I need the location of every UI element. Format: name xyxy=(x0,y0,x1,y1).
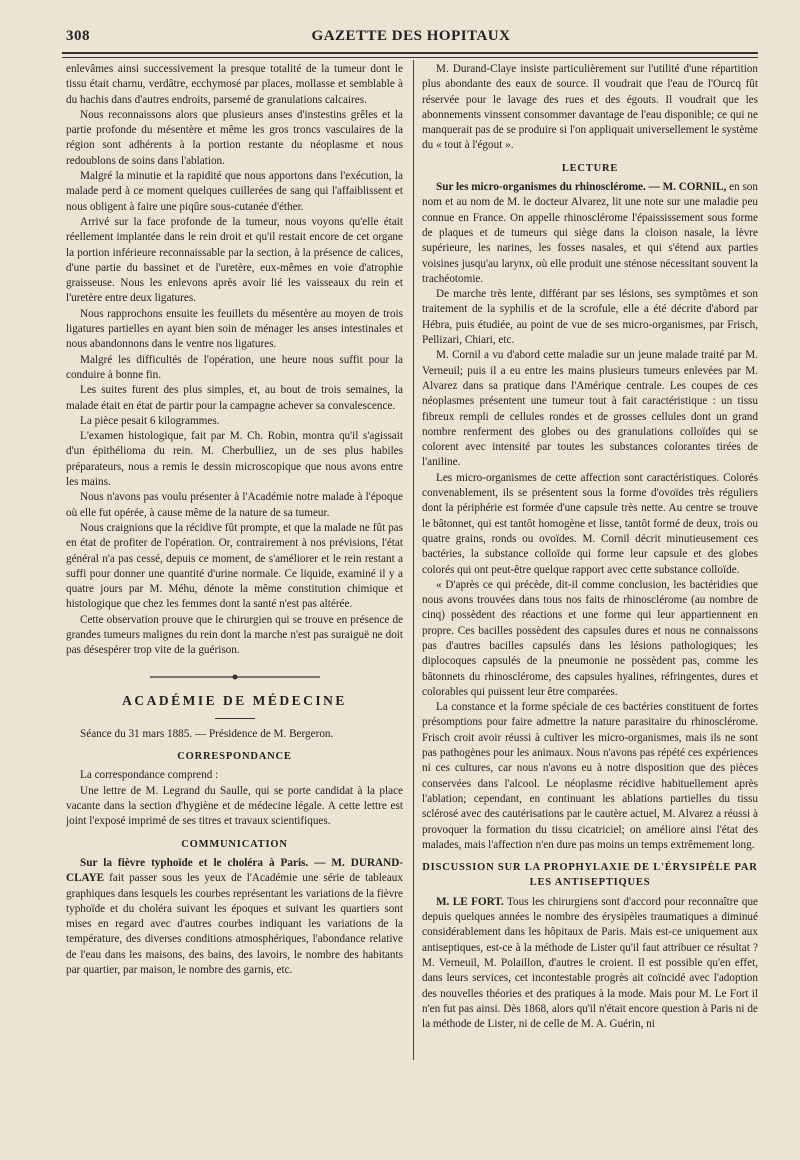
correspondance-text: Une lettre de M. Legrand du Saulle, qui se porte candidat à la place vacante dans la section d'hygiène et de médecine légale. A cette lettre est joint l'exposé imprimé de ses titres et travaux scientifiques. xyxy=(66,784,403,828)
paragraph: Les micro-organismes de cette affection sont caractéristiques. Colorés convenablement, ils se présentent sous la forme d'ovoïdes très réguliers dont la périphérie est formée d'une capsule très nette. Au centre se trouve le bâtonnet, qui est tantôt homogène et lisse, tantôt formé de deux, trois ou quatre grains, ronds ou ovoïdes. M. Cornil décrit minutieusement ces bactéries, la substance colloïde qui forme leur capsule et des globes colorés qui ont peut-être quelque rapport avec cette substance colloïde. xyxy=(422,471,758,576)
correspondance-title: CORRESPONDANCE xyxy=(177,751,292,763)
lecture-lead: Sur les micro-organismes du rhinosclérome. — M. CORNIL, xyxy=(436,181,727,194)
paragraph: Arrivé sur la face profonde de la tumeur, nous voyons qu'elle était réellement implantée dans le rein droit et qu'il restait encore de cet organe la portion inférieure reconnaissable par la section, à la présence de calices, d'une partie du bassinet et de l'uretère, eux-mêmes en voie d'atrophie graisseuse. Nous les enlevons après avoir lié les vaisseaux du rein et l'uretère entre deux ligatures. xyxy=(66,215,403,305)
discussion-paragraph xyxy=(422,895,758,1033)
paragraph: La constance et la forme spéciale de ces bactéries constituent de fortes présomptions pour faire admettre la nature parasitaire du rhinosclérome. Frisch croit avoir réussi à cultiver les micro-organismes, mais ils ne sont pas pathogènes pour les animaux. Nous n'avons pas répété ces expériences ni ces cultures, car nous n'avons eu à notre disposition que des pièces conservées dans l'alcool. Le néoplasme récidive habituellement après l'ablation; cependant, en continuant les ablations partielles du tissu sclérosé avec des cautérisations par le cautère actuel, M. Alvarez a réussi à provoquer la formation du tissu cicatriciel; on améliore ainsi l'état des malades, mais l'affection n'en dure pas moins un temps extrêmement long. xyxy=(422,701,758,851)
lecture-title: LECTURE xyxy=(561,162,619,174)
paragraph: Les suites furent des plus simples, et, au bout de trois semaines, la malade était en état de partir pour la campagne achever sa convalescence. xyxy=(66,384,403,412)
column-divider xyxy=(413,60,414,1060)
seance-line: Séance du 31 mars 1885. — Présidence de M. Bergeron. xyxy=(80,727,334,740)
communication-lead: Sur la fièvre typhoïde et le choléra à Paris. — M. DURAND-CLAYE xyxy=(66,856,403,885)
paragraph: L'examen histologique, fait par M. Ch. Robin, montra qu'il s'agissait d'un épithélioma du rein. M. Cherbulliez, un de ses plus habiles préparateurs, nous a remis le dessin microscopique que nous avons entre les mains. xyxy=(66,430,403,489)
paragraph: Malgré les difficultés de l'opération, une heure nous suffit pour la conduire à bonne fin. xyxy=(66,353,403,381)
academie-title: ACADÉMIE DE MÉDECINE xyxy=(122,692,347,708)
paragraph: Cette observation prouve que le chirurgien qui se trouve en présence de grandes tumeurs malignes du rein dont la marche n'est pas suraiguë ne doit pas désespérer trop vite de la guérison. xyxy=(66,613,403,657)
paragraph: Malgré la minutie et la rapidité que nous apportons dans l'exécution, la malade perd à ce moment quelques cuillerées de sang qui l'affaiblissent et nous obligent à faire une piqûre sous-cutanée d'éther. xyxy=(66,170,403,213)
right-column xyxy=(422,62,758,1082)
section-ornament xyxy=(150,673,320,681)
paragraph: M. Cornil a vu d'abord cette maladie sur un jeune malade traité par M. Verneuil; puis il a eu entre les mains plusieurs tumeurs enlevées par M. Alvarez dans sa pratique dans l'Amérique centrale. Les coupes de ces néoplasmes présentent une tumeur tout à fait caractéristique : un tissu fibreux rempli de cellules rondes et de grosses cellules dont un grand nombre renferment des globes ou des granulations colloïdes qui se colorent avec intensité par toutes les substances colorantes tirées de l'aniline. xyxy=(422,349,758,469)
paragraph: De marche très lente, différant par ses lésions, ses symptômes et son traitement de la syphilis et de la scrofule, elle a été décrite d'abord par Hébra, puis étudiée, au point de vue de ses micro-organismes, par Frisch, Pellizari, Chiari, etc. xyxy=(422,288,758,347)
journal-title: GAZETTE DES HOPITAUX xyxy=(311,28,511,44)
header-rule xyxy=(62,52,758,58)
left-column xyxy=(66,62,403,1082)
lecture-text: en son nom et au nom de M. le docteur Alvarez, lit une note sur une maladie peu connue en France. On appelle rhinosclérome l'épaississement sous forme de plaques et de tumeurs qui siège dans la cloison nasale, la lèvre supérieure, les narines, les fosses nasales, et qui s'étend aux parties voisines jusqu'au larynx, où elle produit une sténose nécessitant souvent la trachéotomie. xyxy=(422,181,758,285)
discussion-lead: M. LE FORT. xyxy=(436,895,504,908)
communication-text: fait passer sous les yeux de l'Académie une série de tableaux graphiques dans lesquels les courbes représentant les variations de la fièvre typhoïde et du choléra suivant les époques et suivant les quartiers sont mises en regard avec d'autres courbes indiquant les variations de la température, des diverses conditions atmosphériques, l'abondance relative de l'eau dans les maisons, des bains, des lavoirs, le nombre des habitants par quartier, par maison, le nombre des garnis, etc. xyxy=(66,872,403,977)
discussion-text: Tous les chirurgiens sont d'accord pour reconnaître que depuis quelques années le nombre des érysipèles traumatiques a diminué considérablement dans les hôpitaux de Paris. Mais est-ce uniquement aux antiseptiques, est-ce à la méthode de Lister qu'il faut attribuer ce résultat ? M. Verneuil, M. Polaillon, d'autres le croient. Il est possible qu'en effet, dans leurs services, cet incontestable progrès ait coïncidé avec l'adoption des nouvelles théories et des pratiques à la mode. Mais pour M. Le Fort il n'en fut pas ainsi. Dès 1868, alors qu'il n'était encore question à Paris ni de la méthode de Lister, ni de celle de M. A. Guérin, ni xyxy=(422,895,758,1031)
title-underline xyxy=(215,718,255,719)
correspondance-lead: La correspondance comprend : xyxy=(80,769,219,782)
paragraph: M. Durand-Claye insiste particulièrement sur l'utilité d'une répartition plus abondante des eaux de source. Il voudrait que l'eau de l'Ourcq fût réservée pour le lavage des rues et des égouts. Il voudrait que les abonnements vinssent consommer davantage de l'eau disponible; ce qui ne manquerait pas de se produire si l'on appliquait universellement le système du « tout à l'égout ». xyxy=(422,63,758,152)
paragraph: enlevâmes ainsi successivement la presque totalité de la tumeur dont le tissu était charnu, verdâtre, ecchymosé par places, mollasse et semblable à du hachis dans d'autres endroits, parsemé de granulations calcaires. xyxy=(66,63,403,106)
paragraph: La pièce pesait 6 kilogrammes. xyxy=(80,414,220,427)
lecture-paragraph xyxy=(422,180,758,287)
paragraph: Nous rapprochons ensuite les feuillets du mésentère au moyen de trois ligatures partielles en ayant bien soin de ménager les anses intestinales et nous abandonnons dans le ventre nos ligatures. xyxy=(66,307,403,351)
paragraph: Nous craignions que la récidive fût prompte, et que la malade ne fût pas en état de profiter de l'opération. Or, contrairement à nos prévisions, l'état général n'a pas cessé, depuis ce moment, de s'améliorer et le rein restant a suffi pour donner une quantité d'urine normale. Ce liquide, examiné il y a quatre jours par M. Méhu, dénote la même constitution chimique et histologique que chez les femmes dont la santé n'est pas altérée. xyxy=(66,521,403,611)
paragraph: Nous reconnaissons alors que plusieurs anses d'instestins grêles et la partie profonde du mésentère et même les gros troncs vasculaires de la région sont adhérents à la portion restante du néoplasme et nous redoublons de soins dans l'ablation. xyxy=(66,108,403,167)
page-number: 308 xyxy=(66,28,90,44)
communication-paragraph xyxy=(66,856,403,978)
paragraph: Nous n'avons pas voulu présenter à l'Académie notre malade à l'époque où elle fut opérée, à cause même de la nature de sa tumeur. xyxy=(66,491,403,519)
discussion-title: DISCUSSION SUR LA PROPHYLAXIE DE L'ÉRYSIPÈLE PAR LES ANTISEPTIQUES xyxy=(422,862,758,889)
communication-title: COMMUNICATION xyxy=(181,838,288,850)
paragraph: « D'après ce qui précède, dit-il comme conclusion, les bactéridies que nous avons trouvées dans tous nos faits de rhinosclérome (au nombre de cinq) possèdent des réactions et une forme qui leur appartiennent en propre. Ces bacilles possèdent des capsules dures et nous ne connaissons pas d'autres bacilles capsulés dans les lésions pathologiques; les diplocoques capsulés de la pneumonie ne possèdent pas, comme les bâtonnets du rhinosclérome, des capsules hyalines, réfringentes, dures et colorables qui puissent leur être comparées. xyxy=(422,578,758,698)
page-header xyxy=(66,22,756,48)
